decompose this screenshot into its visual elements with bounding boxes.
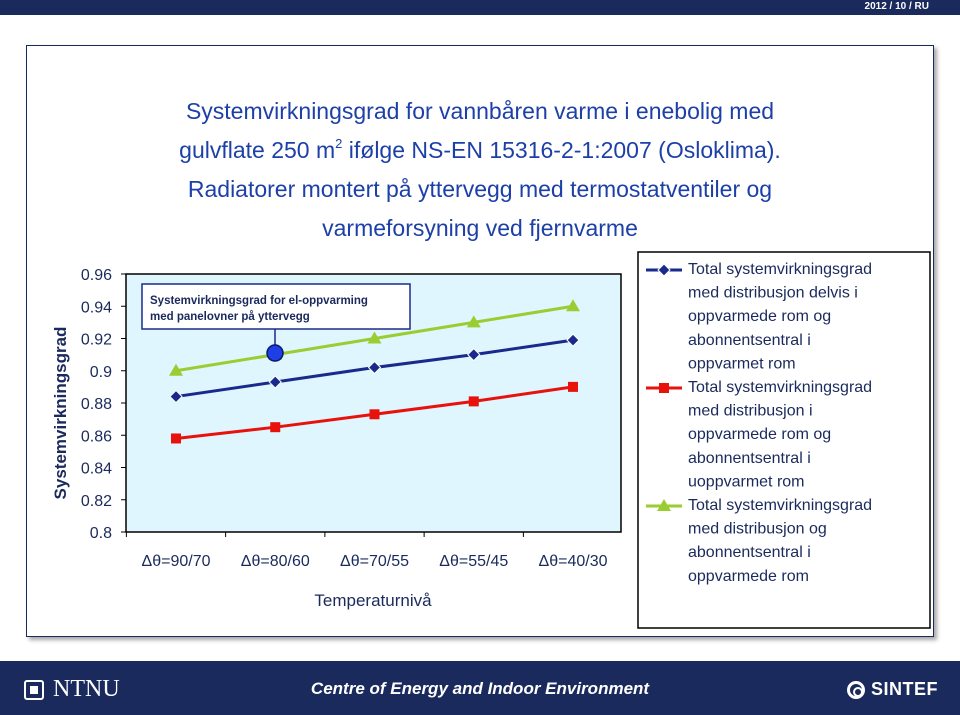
x-tick-label: Δθ=40/30	[538, 553, 608, 570]
y-tick-label: 0.84	[80, 460, 112, 478]
y-axis-label: Systemvirkningsgrad	[51, 326, 70, 500]
legend-text: uoppvarmet rom	[688, 473, 805, 491]
legend-text: Total systemvirkningsgrad	[688, 379, 873, 396]
x-tick-label: Δθ=90/70	[141, 553, 211, 570]
x-tick-label: Δθ=55/45	[439, 553, 509, 570]
legend-text: oppvarmede rom og	[688, 308, 832, 326]
title-line-4: varmeforsyning ved fjernvarme	[322, 215, 638, 241]
y-tick-label: 0.88	[80, 396, 112, 413]
annotation-line-2: med panelovner på yttervegg	[150, 311, 310, 323]
legend-text: oppvarmede rom	[688, 567, 809, 585]
y-tick-label: 0.94	[80, 299, 112, 317]
legend-text: Total systemvirkningsgrad	[688, 497, 873, 514]
annotation-marker	[267, 345, 283, 361]
y-tick-label: 0.9	[89, 363, 112, 381]
footer-bar	[0, 661, 960, 715]
legend-text: med distribusjon og	[688, 520, 827, 538]
title-line-2-start: gulvflate 250 m	[179, 137, 336, 163]
y-tick-label: 0.96	[80, 267, 112, 284]
y-tick-label: 0.82	[80, 492, 112, 510]
data-point-square	[568, 382, 578, 392]
x-axis-ticks	[126, 532, 607, 570]
title-superscript: 2	[335, 136, 343, 151]
legend-text: abonnentsentral i	[688, 544, 811, 562]
data-point-square	[270, 422, 280, 432]
legend-text: abonnentsentral i	[688, 331, 811, 349]
y-tick-label: 0.8	[89, 525, 112, 542]
sintef-logo	[847, 679, 938, 700]
title-line-3: Radiatorer montert på yttervegg med termostatventiler og	[187, 176, 773, 202]
legend-text: abonnentsentral i	[688, 449, 811, 467]
data-point-square	[171, 433, 181, 443]
y-tick-label: 0.92	[80, 331, 112, 349]
sintef-logo-text: SINTEF	[870, 679, 938, 699]
y-axis-ticks	[81, 267, 126, 542]
sintef-logo-icon	[847, 681, 865, 699]
annotation-line-1: Systemvirkningsgrad for el-oppvarming	[150, 295, 368, 307]
data-point-square	[469, 396, 479, 406]
x-tick-label: Δθ=70/55	[340, 553, 409, 570]
y-tick-label: 0.86	[80, 428, 112, 446]
legend-text: oppvarmede rom og	[688, 426, 832, 444]
legend-text: med distribusjon i	[688, 402, 813, 420]
slide-reference: 2012 / 10 / RU	[864, 1, 929, 12]
title-line-1: Systemvirkningsgrad for vannbåren varme i enebolig med	[185, 98, 775, 124]
data-point-square	[370, 409, 380, 419]
x-tick-label: Δθ=80/60	[240, 553, 310, 570]
title-line-2-end: ifølge NS-EN 15316-2-1:2007 (Osloklima).	[342, 137, 781, 163]
footer-title: Centre of Energy and Indoor Environment	[310, 679, 650, 698]
ntnu-logo-text: NTNU	[53, 676, 120, 702]
legend-text: oppvarmet rom	[688, 355, 796, 373]
legend-text: med distribusjon delvis i	[688, 284, 858, 302]
legend-text: Total systemvirkningsgrad	[688, 261, 873, 278]
data-point-square	[659, 383, 669, 393]
x-axis-label: Temperaturnivå	[314, 591, 432, 610]
